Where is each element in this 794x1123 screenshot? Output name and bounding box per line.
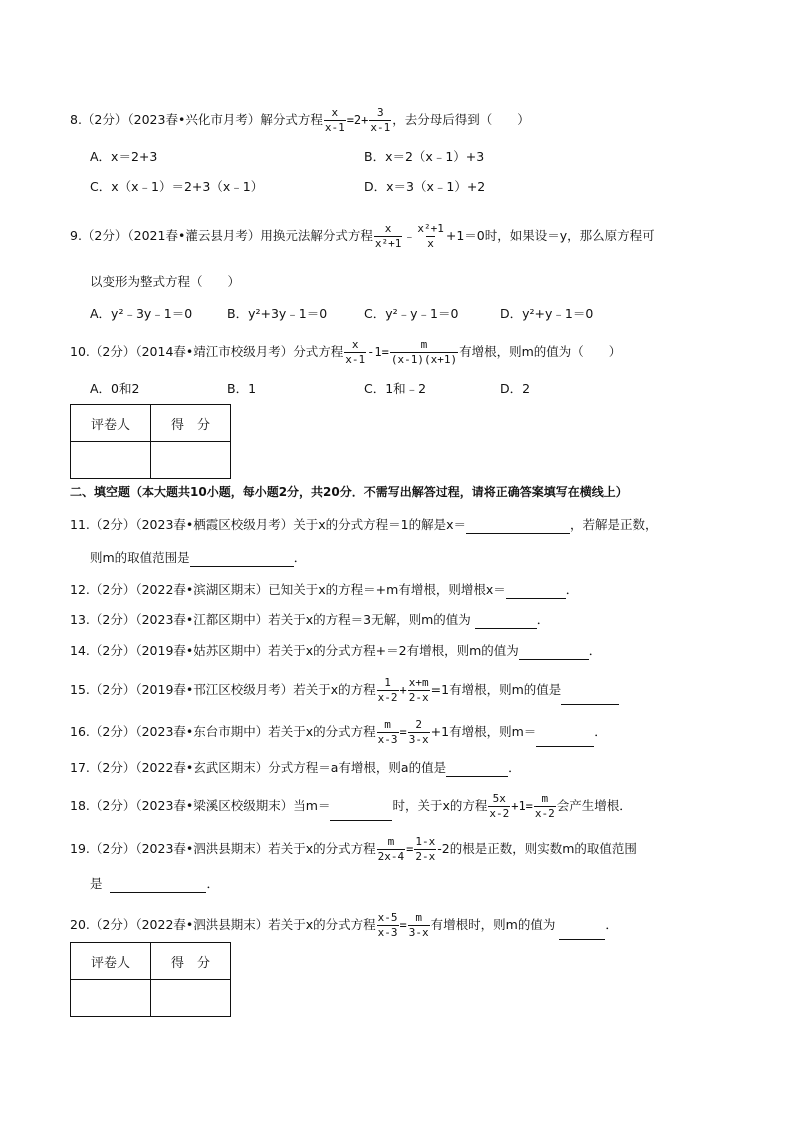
question-13 [70,611,549,629]
q10-prefix: 10.（2分）（2014春•靖江市校级月考）分式方程 [70,344,344,359]
fraction-numerator: 1 [384,676,391,689]
q18-suffix: 会产生增根． [556,798,632,813]
q8-option-c[interactable]: C．x（x﹣1）＝2+3（x﹣1） [90,179,264,194]
fraction-denominator: x-1 [345,353,366,366]
q8-fraction-2 [369,106,391,135]
q8-prefix: 8.（2分）（2023春•兴化市月考）解分式方程 [70,112,323,127]
fraction-numerator: x²+1 [417,222,444,235]
q15-suffix: =1有增根，则m的值是 [430,682,562,697]
question-17 [70,759,521,777]
fraction-denominator: x-3 [377,926,398,939]
fraction-denominator: 3-x [408,926,429,939]
grader-cell[interactable] [71,442,151,479]
fraction-denominator: 2-x [408,691,429,704]
q18-text: 18.（2分）（2023春•梁溪区校级期末）当m＝ [70,798,331,813]
q19-line-2-text: 是 [90,876,103,891]
q20-prefix: 20.（2分）（2022春•泗洪县期末）若关于x的分式方程 [70,917,376,932]
fraction-denominator: x-3 [377,733,398,746]
score-header: 得 分 [151,405,231,442]
q16-prefix: 16.（2分）（2023春•东台市期中）若关于x的分式方程 [70,724,376,739]
q9-option-b[interactable]: B．y²+3y﹣1＝0 [227,306,328,321]
q16-fraction-2 [408,718,430,747]
q14-answer-blank[interactable] [519,645,589,660]
fraction-denominator: x-1 [370,121,391,134]
q15-fraction-2 [408,676,430,705]
question-20 [70,911,618,940]
question-16 [70,718,607,747]
question-15 [70,676,619,705]
q19-prefix: 19.（2分）（2023春•泗洪县期末）若关于x的分式方程 [70,841,376,856]
question-19 [70,835,637,864]
q20-end: ． [605,917,618,932]
q19-suffix: -2的根是正数，则实数m的取值范围 [437,841,637,856]
score-table-2 [70,942,231,1017]
score-table-1 [70,404,231,479]
q9-suffix: +1＝0时，如果设＝y，那么原方程可 [445,228,655,243]
q15-mid: + [399,683,407,697]
question-18 [70,792,632,821]
fraction-numerator: m [415,911,423,924]
question-12 [70,581,578,599]
score-header: 得 分 [151,943,231,980]
q10-mid: -1= [367,345,389,359]
q15-fraction-1 [377,676,399,705]
fraction-numerator: 3 [377,106,384,119]
fraction-numerator: x+m [408,676,429,689]
fraction-numerator: x [351,338,359,351]
q17-end: ． [508,760,521,775]
q9-fraction-1 [374,222,403,251]
q10-option-d[interactable]: D．2 [500,381,531,396]
q19-answer-blank[interactable] [110,878,206,893]
fraction-denominator: x²+1 [374,237,402,250]
q16-mid: = [399,725,407,739]
fraction-denominator: 2-x [415,850,436,863]
question-14 [70,642,601,660]
q11-line-2 [90,549,306,567]
q11-tail: ，若解是正数， [570,517,658,532]
q9-line-2: 以变形为整式方程（ ） [90,274,241,289]
q11-line-2-text: 则m的取值范围是 [90,550,190,565]
fraction-numerator: 2 [415,718,423,731]
q12-end: ． [565,582,579,597]
q12-text: 12.（2分）（2022春•滨湖区期末）已知关于x的方程＝+m有增根，则增根x＝ [70,582,506,597]
q8-fraction-1 [324,106,346,135]
q18-fraction-2 [534,792,556,821]
fraction-numerator: m [420,338,428,351]
q10-fraction-1 [344,338,366,367]
fraction-denominator: 2x-4 [377,850,405,863]
score-cell[interactable] [151,442,231,479]
fraction-numerator: x [331,106,339,119]
q18-fraction-1 [488,792,510,821]
q9-option-a[interactable]: A．y²﹣3y﹣1＝0 [90,306,193,321]
q15-prefix: 15.（2分）（2019春•邗江区校级月考）若关于x的方程 [70,682,376,697]
fraction-numerator: m [384,718,391,731]
q16-fraction-1 [377,718,399,747]
fraction-denominator: x-1 [324,121,345,134]
q14-end: ． [588,643,602,658]
q20-fraction-1 [377,911,399,940]
q11-text: 11.（2分）（2023春•栖霞区校级月考）关于x的分式方程＝1的解是x＝ [70,517,467,532]
q10-option-b[interactable]: B．1 [227,381,257,396]
fraction-denominator: 3-x [408,733,429,746]
fraction-numerator: x-5 [377,911,398,924]
q19-mid: = [406,842,414,856]
q10-suffix: 有增根，则m的值为（ ） [459,344,622,359]
q18-plus: +1= [511,799,533,813]
q14-text: 14.（2分）（2019春•姑苏区期中）若关于x的分式方程+＝2有增根，则m的值为 [70,643,519,658]
q9-prefix: 9.（2分）（2021春•灌云县月考）用换元法解分式方程 [70,228,373,243]
question-8 [70,106,530,135]
q8-option-a[interactable]: A．x＝2+3 [90,149,158,164]
fraction-numerator: m [387,835,395,848]
fraction-numerator: 1-x [415,835,436,848]
q8-option-b[interactable]: B．x＝2（x﹣1）+3 [364,149,485,164]
q9-option-c[interactable]: C．y²﹣y﹣1＝0 [364,306,459,321]
q20-suffix: 有增根时，则m的值为 [430,917,556,932]
fraction-numerator: x [384,222,392,235]
fraction-denominator: x-2 [377,691,398,704]
section-2-heading: 二、填空题（本大题共10小题，每小题2分，共20分．不需写出解答过程，请将正确答案填写在横线上） [70,485,628,499]
q16-answer-blank[interactable] [536,732,594,747]
q17-text: 17.（2分）（2022春•玄武区期末）分式方程＝a有增根，则a的值是 [70,760,447,775]
q12-answer-blank[interactable] [506,584,566,599]
q13-text: 13.（2分）（2023春•江都区期中）若关于x的方程＝3无解，则m的值为 [70,612,475,627]
fraction-numerator: m [541,792,549,805]
q11-end: ． [293,550,307,565]
q9-mid: ﹣ [403,229,416,243]
q9-option-d[interactable]: D．y²+y﹣1＝0 [500,306,594,321]
q18-mid-text: 时，关于x的方程 [392,798,488,813]
q9-fraction-2 [416,222,445,251]
fraction-denominator: x [427,237,434,250]
grader-header: 评卷人 [71,943,151,980]
q8-mid: =2+ [346,113,369,127]
grader-cell[interactable] [71,980,151,1017]
q10-option-c[interactable]: C．1和﹣2 [364,381,427,396]
fraction-denominator: (x-1)(x+1) [390,353,458,366]
q19-end: ． [206,876,219,891]
question-10 [70,338,621,367]
q10-option-a[interactable]: A．0和2 [90,381,140,396]
q13-answer-blank[interactable] [475,614,537,629]
q17-answer-blank[interactable] [446,762,508,777]
q19-fraction-1 [377,835,406,864]
q10-fraction-2 [390,338,458,367]
q20-mid: = [399,918,407,932]
q20-answer-blank[interactable] [559,925,605,940]
q11-range-blank[interactable] [190,552,294,567]
q8-option-d[interactable]: D．x＝3（x﹣1）+2 [364,179,486,194]
q8-suffix: ，去分母后得到（ ） [392,112,530,127]
q19-line-2 [90,875,219,893]
question-9 [70,222,655,251]
fraction-denominator: x-2 [489,807,510,820]
q11-answer-blank[interactable] [466,519,570,534]
score-cell[interactable] [151,980,231,1017]
fraction-numerator: 5x [492,792,506,805]
q20-fraction-2 [408,911,430,940]
question-11 [70,516,658,534]
q13-end: ． [536,612,550,627]
grader-header: 评卷人 [71,405,151,442]
q16-end: ． [594,724,607,739]
q16-suffix: +1有增根，则m＝ [430,724,537,739]
q15-answer-blank[interactable] [561,690,619,705]
q18-answer-blank[interactable] [330,806,392,821]
fraction-denominator: x-2 [534,807,555,820]
q19-fraction-2 [414,835,436,864]
